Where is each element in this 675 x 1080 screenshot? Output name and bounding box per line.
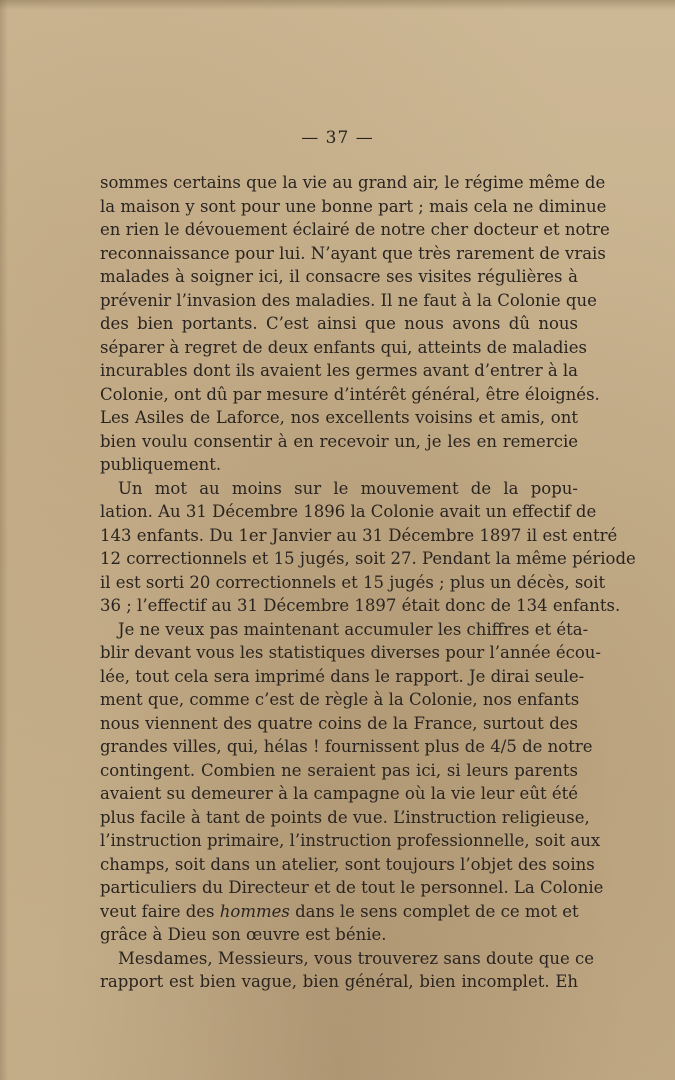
text-line: 36 ; l’effectif au 31 Décembre 1897 était donc de 134 enfants. (100, 596, 621, 615)
text-line: 12 correctionnels et 15 jugés, soit 27. Pendant la même période (100, 549, 636, 568)
italic-word: hommes (219, 901, 290, 921)
text-line: incurables dont ils avaient les germes avant d’entrer à la (100, 361, 579, 380)
text-line: malades à soigner ici, il consacre ses visites régulières à (100, 267, 578, 286)
text-line-with-italic (100, 900, 578, 924)
page-top-edge-shadow (0, 0, 675, 10)
text-line: la maison y sont pour une bonne part ; mais cela ne diminue (100, 196, 607, 216)
text-line: ment que, comme c’est de règle à la Colonie, nos enfants (100, 690, 580, 709)
text-line: nous viennent des quatre coins de la France, surtout des (100, 713, 578, 733)
text-line: en rien le dévouement éclairé de notre cher docteur et notre (100, 220, 610, 239)
text-line: Colonie, ont dû par mesure d’intérêt général, être éloignés. (100, 384, 600, 404)
text-line: contingent. Combien ne seraient pas ici, si leurs parents (100, 760, 578, 780)
text-line: champs, soit dans un atelier, sont toujours l’objet des soins (100, 854, 595, 874)
text-line: des bien portants. C’est ainsi que nous avons dû nous (100, 314, 578, 333)
text-line: il est sorti 20 correctionnels et 15 jugés ; plus un décès, soit (100, 572, 606, 592)
text-line: rapport est bien vague, bien général, bien incomplet. Eh (100, 972, 578, 991)
page-number: — 37 — (301, 128, 374, 148)
text-line: publiquement. (100, 455, 222, 474)
text-segment: veut faire des (100, 901, 215, 921)
text-line: avaient su demeurer à la campagne où la vie leur eût été (100, 784, 578, 803)
text-line: lée, tout cela sera imprimé dans le rapport. Je dirai seule- (100, 666, 585, 686)
text-line: grâce à Dieu son œuvre est bénie. (100, 925, 387, 944)
page-left-edge-shadow (0, 0, 8, 1080)
text-line: prévenir l’invasion des maladies. Il ne faut à la Colonie que (100, 290, 597, 310)
body-text (100, 171, 636, 994)
text-line: lation. Au 31 Décembre 1896 la Colonie avait un effectif de (100, 502, 597, 521)
text-line: séparer à regret de deux enfants qui, atteints de maladies (100, 337, 587, 357)
text-line: Un mot au moins sur le mouvement de la popu- (118, 478, 578, 498)
text-line: reconnaissance pour lui. N’ayant que très rarement de vrais (100, 243, 606, 263)
text-line: Les Asiles de Laforce, nos excellents voisins et amis, ont (100, 408, 578, 427)
text-segment: dans le sens complet de ce mot et (295, 901, 579, 921)
text-line: sommes certains que la vie au grand air, le régime même de (100, 173, 606, 192)
text-line: particuliers du Directeur et de tout le personnel. La Colonie (100, 878, 604, 897)
text-line: Mesdames, Messieurs, vous trouverez sans doute que ce (118, 948, 594, 968)
text-line: blir devant vous les statistiques diverses pour l’année écou- (100, 643, 602, 662)
text-line: Je ne veux pas maintenant accumuler les chiffres et éta- (118, 619, 589, 639)
text-line: 143 enfants. Du 1er Janvier au 31 Décembre 1897 il est entré (100, 525, 618, 545)
text-line: grandes villes, qui, hélas ! fournissent plus de 4/5 de notre (100, 737, 593, 756)
text-line: bien voulu consentir à en recevoir un, je les en remercie (100, 431, 578, 451)
text-line: l’instruction primaire, l’instruction professionnelle, soit aux (100, 831, 601, 850)
text-line: plus facile à tant de points de vue. L’instruction religieuse, (100, 807, 590, 827)
